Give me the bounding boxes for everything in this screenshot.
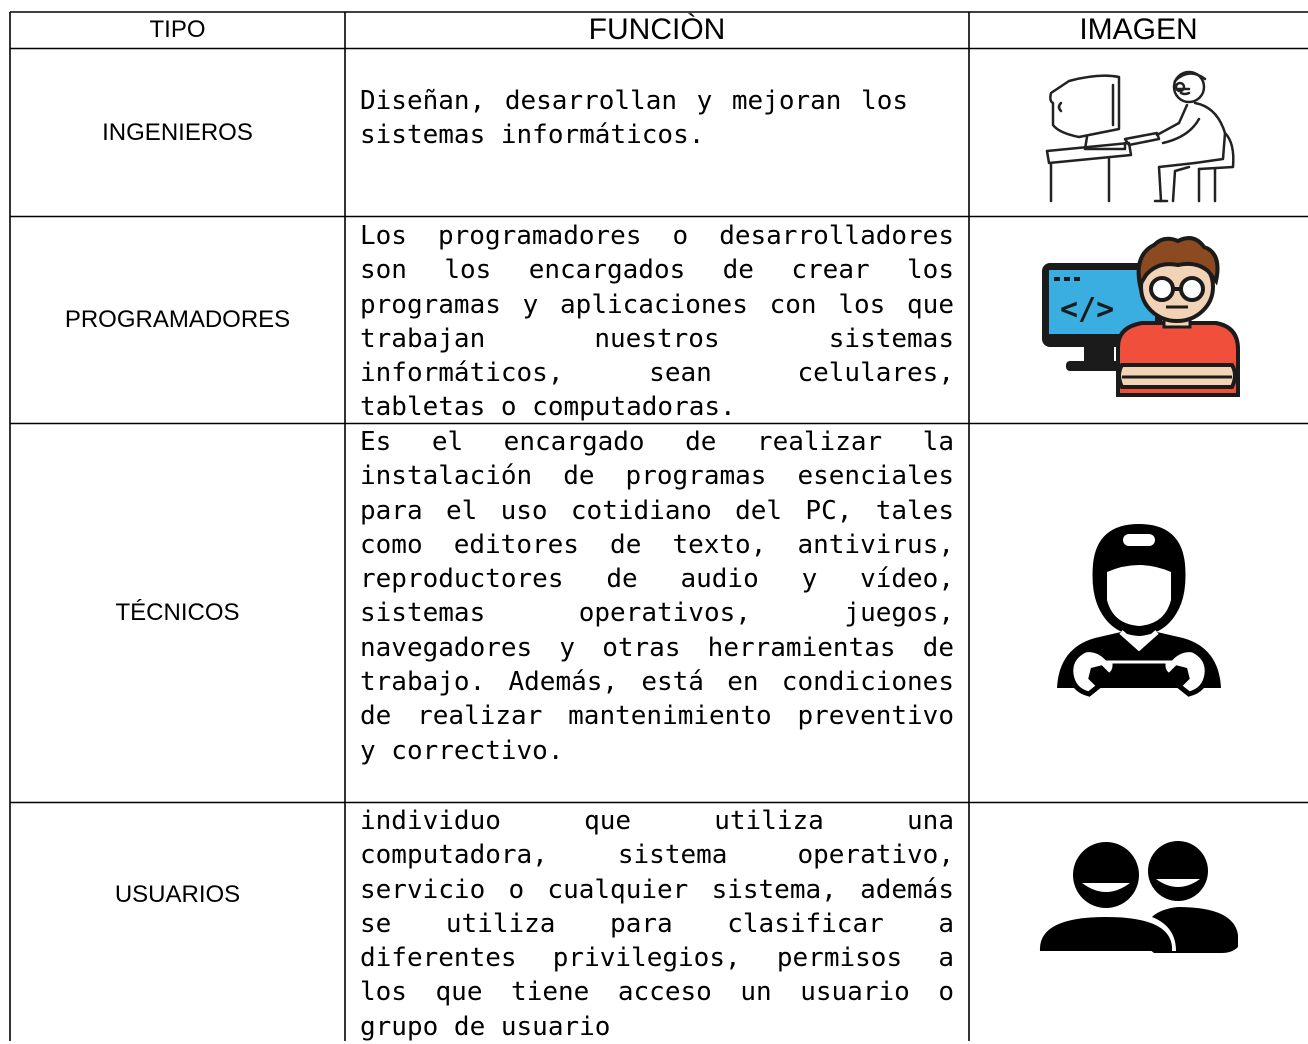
tipo-label: TÉCNICOS: [115, 599, 240, 626]
funcion-text: Diseñan, desarrollan y mejoran los sistemas informáticos.: [360, 86, 908, 151]
funcion-text: Es el encargado de realizar la instalación de programas esenciales para el uso cotidiano del PC, tales como editores de texto, antivirus, reproductores de audio y vídeo, sistemas operativos, juegos, navegadores y otras herramientas de trabajo. Además, está en condiciones de realizar mantenimiento preventivo y correctivo.: [360, 427, 954, 766]
header-tipo-label: TIPO: [149, 16, 206, 43]
tipo-label: PROGRAMADORES: [64, 306, 291, 333]
tipo-label: INGENIEROS: [102, 118, 253, 146]
funcion-text: individuo que utiliza una computadora, sistema operativo, servicio o cualquier sistema, además se utiliza para clasificar a diferentes privilegios, permisos a los que tiene acceso un usuario o grupo de usuario: [360, 806, 954, 1042]
funcion-text: Los programadores o desarrolladores son los encargados de crear los programas y aplicaciones con los que trabajan nuestros sistemas informáticos, sean celulares, tabletas o computadoras.: [360, 221, 954, 423]
header-imagen-label: IMAGEN: [1079, 13, 1198, 46]
tipo-label: USUARIOS: [114, 881, 241, 908]
header-funcion-label: FUNCIÒN: [588, 13, 726, 46]
svg-text:</>: </>: [1060, 292, 1115, 327]
